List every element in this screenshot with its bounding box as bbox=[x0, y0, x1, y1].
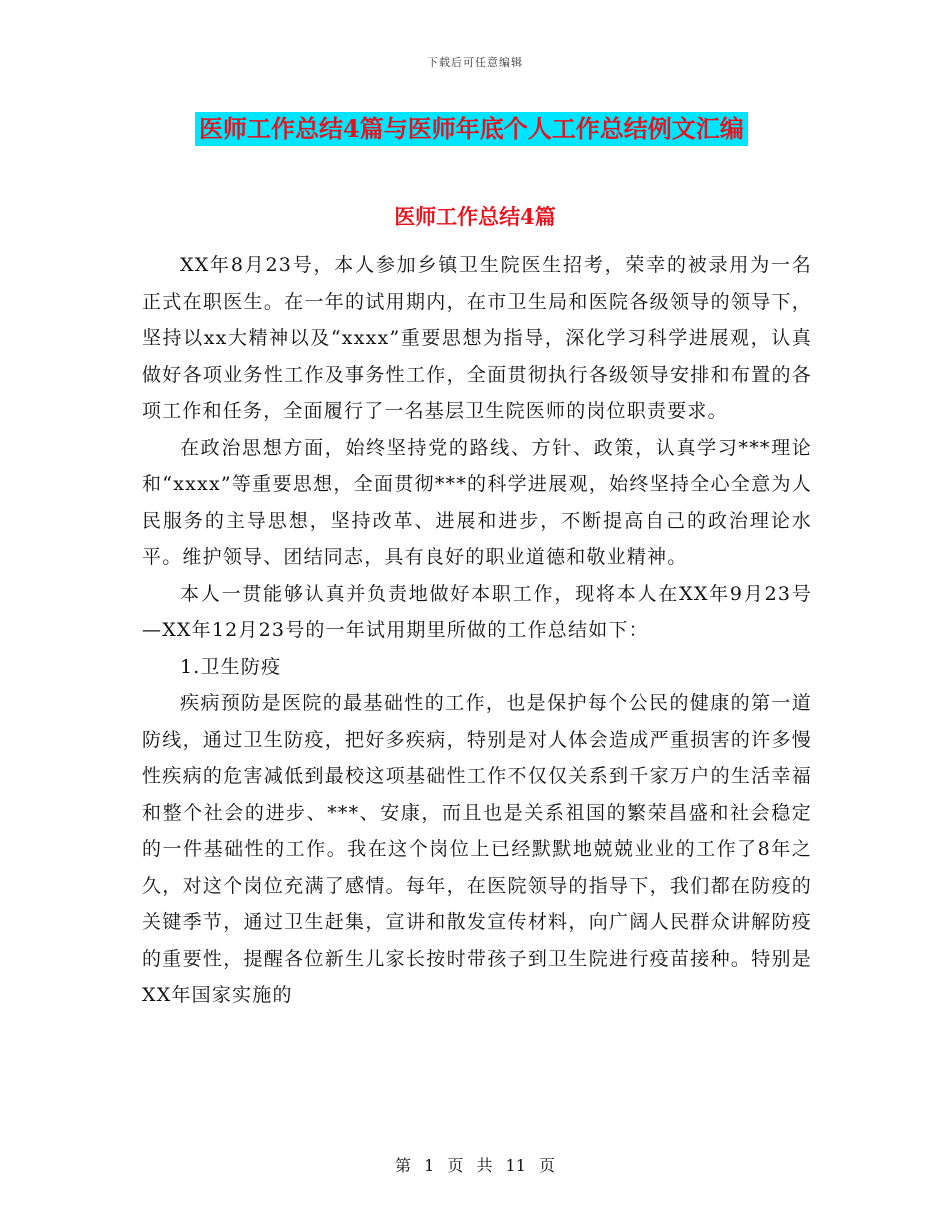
section-title: 医师工作总结4篇 bbox=[394, 204, 556, 229]
document-title-container bbox=[195, 112, 800, 148]
paragraph-3: 本人一贯能够认真并负责地做好本职工作，现将本人在XX年9月23号—XX年12月23号的一年试用期里所做的工作总结如下： bbox=[142, 582, 812, 641]
paragraph-4: 疾病预防是医院的最基础性的工作，也是保护每个公民的健康的第一道防线，通过卫生防疫，把好多疾病，特别是对人体会造成严重损害的许多慢性疾病的危害减低到最校这项基础性工作不仅仅关系到千家万户的生活幸福和整个社会的进步、***、安康，而且也是关系祖国的繁荣昌盛和社会稳定的一件基础性的工作。我在这个岗位上已经默默地兢兢业业的工作了8年之久，对这个岗位充满了感情。每年，在医院领导的指导下，我们都在防疫的关键季节，通过卫生赶集，宣讲和散发宣传材料，向广阔人民群众讲解防疫的重要性，提醒各位新生儿家长按时带孩子到卫生院进行疫苗接种。特别是XX年国家实施的 bbox=[142, 692, 812, 1006]
paragraph-2: 在政治思想方面，始终坚持党的路线、方针、政策，认真学习***理论和“xxxx”等重要思想，全面贯彻***的科学进展观，始终坚持全心全意为人民服务的主导思想，坚持改革、进展和进步，不断提高自己的政治理论水平。维护领导、团结同志，具有良好的职业道德和敬业精神。 bbox=[142, 436, 812, 568]
document-body bbox=[142, 247, 812, 1014]
page-indicator: 第 1 页 共 11 页 bbox=[395, 1156, 555, 1175]
paragraph-1: XX年8月23号，本人参加乡镇卫生院医生招考，荣幸的被录用为一名正式在职医生。在一年的试用期内，在市卫生局和医院各级领导的领导下，坚持以xx大精神以及“xxxx”重要思想为指导，深化学习科学进展观，认真做好各项业务性工作及事务性工作，全面贯彻执行各级领导安排和布置的各项工作和任务，全面履行了一名基层卫生院医师的岗位职责要求。 bbox=[142, 254, 812, 422]
document-title: 医师工作总结4篇与医师年底个人工作总结例文汇编 bbox=[195, 112, 748, 146]
subheading-epidemic-prevention: 1.卫生防疫 bbox=[180, 655, 282, 678]
header-note: 下载后可任意编辑 bbox=[427, 56, 523, 69]
